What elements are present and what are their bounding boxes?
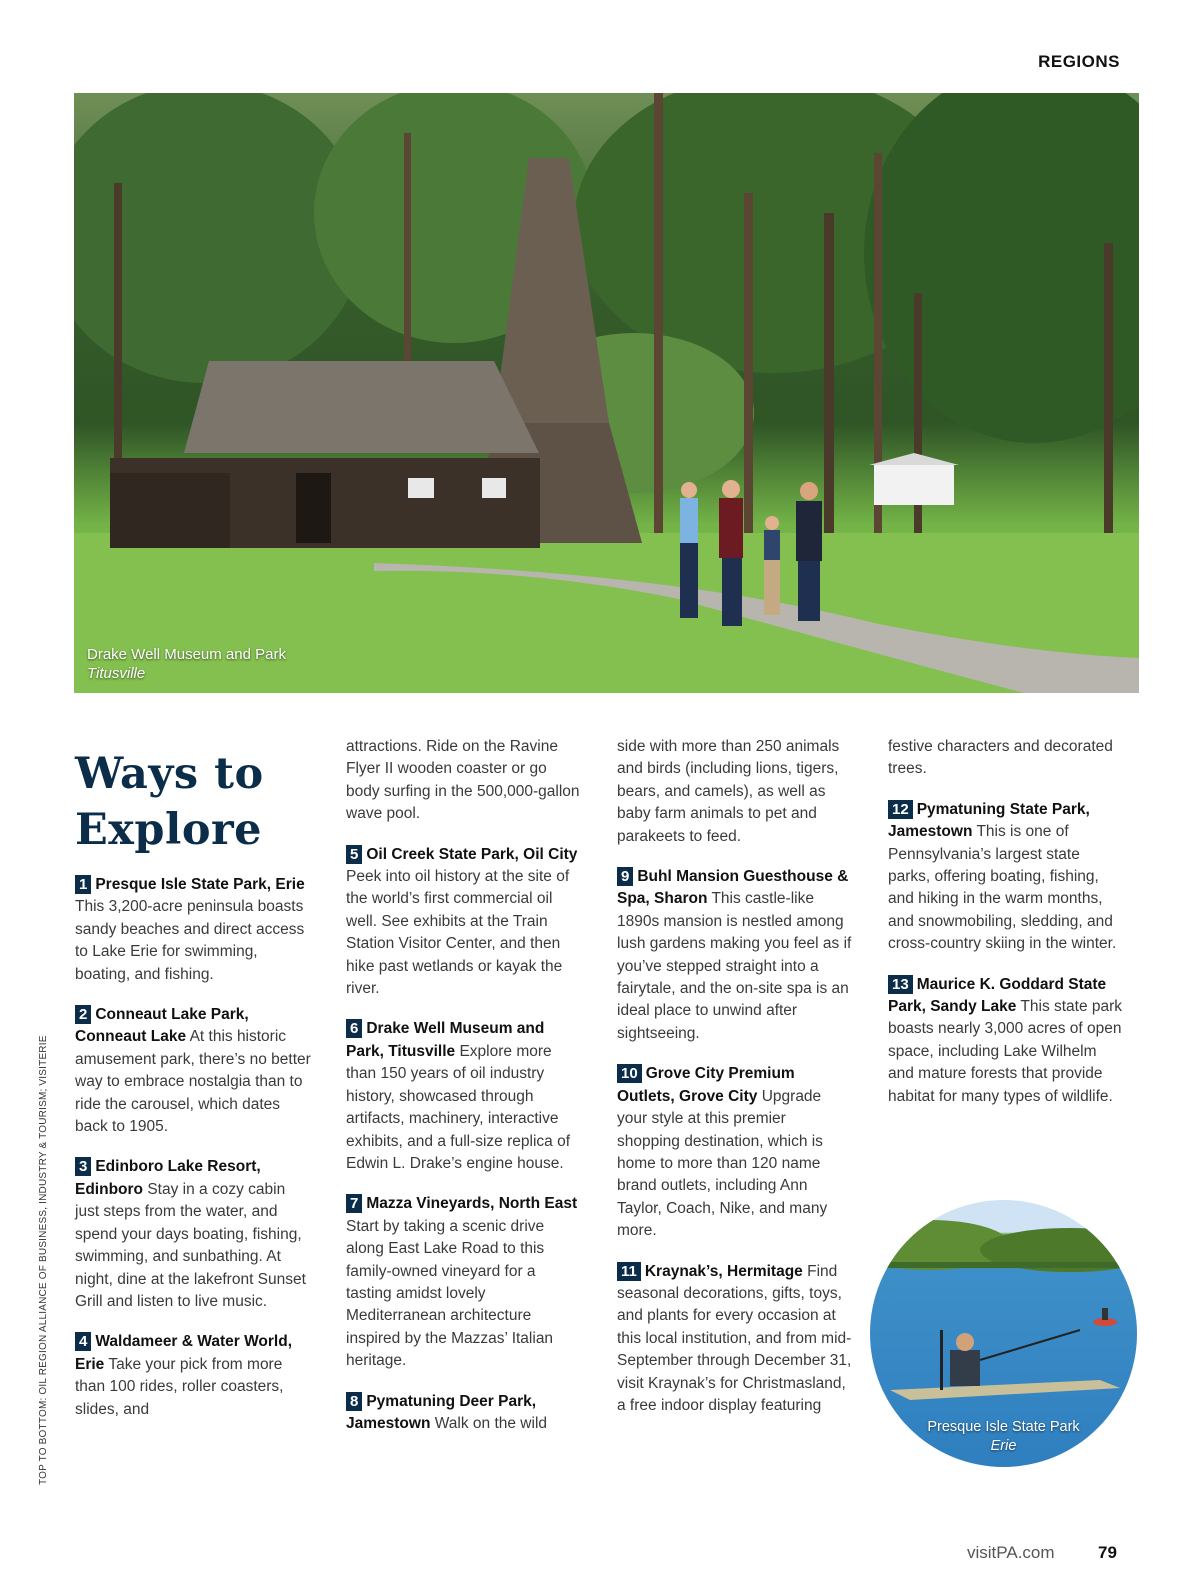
item-desc-part: side with more than 250 animals and birds (including lions, tigers, bears, and camels), as well as baby farm animals to pet and parakeets to feed. — [617, 738, 840, 845]
headline-text: Ways to Explore — [75, 749, 264, 855]
text-column-1 — [75, 736, 311, 1439]
hero-illustration — [74, 93, 1139, 693]
item-name: Oil Creek State Park, Oil City — [366, 845, 578, 863]
item-number: 13 — [888, 975, 913, 994]
item-name: Grove City Premium Outlets, Grove City — [617, 1065, 795, 1105]
item-desc: At this historic amusement park, there’s no better way to embrace nostalgia than to ride the carousel, which dates back to 1905. — [75, 1028, 311, 1136]
item-name: Maurice K. Goddard State Park, Sandy Lake — [888, 975, 1107, 1016]
list-item — [346, 1018, 582, 1175]
hero-photo — [74, 93, 1139, 693]
list-item — [346, 1193, 582, 1372]
item-name: Conneaut Lake Park, Conneaut Lake — [75, 1006, 249, 1046]
text-column-4 — [888, 736, 1124, 1126]
item-desc-part: attractions. Ride on the Ravine Flyer II wooden coaster or go body surfing in the 500,000-gallon wave pool. — [346, 738, 580, 823]
list-item — [75, 874, 311, 986]
list-item-continued — [617, 736, 853, 848]
item-desc: This is one of Pennsylvania’s largest state parks, offering boating, fishing, and hiking in the warm months, and snowmobiling, sledding, and cross-country skiing in the winter. — [888, 823, 1117, 953]
list-item — [888, 974, 1124, 1108]
hero-caption-location: Titusville — [87, 665, 146, 682]
list-item — [346, 1391, 582, 1436]
item-desc: Explore more than 150 years of oil industry history, showcased through artifacts, machinery, interactive exhibits, and a full-size replica of Edwin L. Drake’s engine house. — [346, 1042, 571, 1172]
item-name: Drake Well Museum and Park, Titusville — [346, 1020, 545, 1060]
item-desc-part: Take your pick from more than 100 rides, roller coasters, slides, and — [75, 1355, 284, 1418]
item-number: 2 — [75, 1005, 91, 1024]
item-number: 8 — [346, 1392, 362, 1411]
item-desc: Stay in a cozy cabin just steps from the water, and spend your days boating, fishing, swimming, and sunbathing. At night, dine at the lakefront Sunset Grill and listen to live music. — [75, 1180, 306, 1310]
list-item — [75, 1004, 311, 1138]
list-item — [75, 1331, 311, 1421]
item-desc: This castle-like 1890s mansion is nestled among lush gardens making you feel as if you’ve stepped straight into a fairytale, and the on-site spa is an ideal place to unwind after sightseeing. — [617, 890, 852, 1042]
item-desc: This state park boasts nearly 3,000 acres of open space, including Lake Wilhelm and mature forests that provide habitat for many types of wildlife. — [888, 998, 1123, 1105]
item-number: 3 — [75, 1157, 91, 1176]
hero-caption — [87, 645, 286, 683]
text-column-3 — [617, 736, 853, 1435]
headline — [75, 746, 311, 858]
item-number: 10 — [617, 1064, 642, 1083]
photo-credit: TOP TO BOTTOM: OIL REGION ALLIANCE OF BUSINESS, INDUSTRY & TOURISM; VISITERIE — [38, 1035, 49, 1485]
item-number: 1 — [75, 875, 91, 894]
list-item-continued — [888, 736, 1124, 781]
list-item — [75, 1156, 311, 1313]
list-item — [617, 1261, 853, 1418]
item-name: Pymatuning State Park, Jamestown — [888, 800, 1090, 841]
item-name: Edinboro Lake Resort, Edinboro — [75, 1158, 261, 1198]
item-number: 6 — [346, 1019, 362, 1038]
circle-photo — [870, 1200, 1137, 1467]
item-number: 5 — [346, 845, 362, 864]
item-desc-part: festive characters and decorated trees. — [888, 738, 1113, 778]
list-item-continued — [346, 736, 582, 826]
item-desc: This 3,200-acre peninsula boasts sandy beaches and direct access to Lake Erie for swimming, boating, and fishing. — [75, 898, 305, 983]
item-number: 9 — [617, 867, 633, 886]
list-item — [346, 844, 582, 1001]
item-name: Mazza Vineyards, North East — [366, 1195, 578, 1213]
circle-caption — [870, 1418, 1137, 1456]
item-number: 12 — [888, 800, 913, 819]
list-item — [617, 1063, 853, 1242]
item-name: Kraynak’s, Hermitage — [644, 1262, 803, 1280]
item-desc-part: Find seasonal decorations, gifts, toys, and plants for every occasion at this local institution, and from mid-September through December 31, visit Kraynak’s for Christmasland, a free indoor display featuring — [617, 1262, 852, 1414]
list-item — [617, 866, 853, 1045]
item-desc-part: Walk on the wild — [434, 1414, 548, 1432]
item-name: Waldameer & Water World, Erie — [75, 1333, 292, 1373]
item-name: Presque Isle State Park, Erie — [95, 876, 305, 893]
circle-caption-title: Presque Isle State Park — [927, 1419, 1080, 1435]
item-desc: Peek into oil history at the site of the world’s first commercial oil well. See exhibits at the Train Station Visitor Center, and then hike past wetlands or kayak the river. — [346, 868, 570, 998]
item-desc: Start by taking a scenic drive along East Lake Road to this family-owned vineyard for a tasting amidst lovely Mediterranean architecture inspired by the Mazzas’ Italian heritage. — [346, 1217, 554, 1370]
item-number: 7 — [346, 1194, 362, 1213]
item-name: Buhl Mansion Guesthouse & Spa, Sharon — [617, 868, 849, 908]
item-desc: Upgrade your style at this premier shopping destination, which is home to more than 120 name brand outlets, including Ann Taylor, Coach, Nike, and many more. — [617, 1087, 828, 1240]
footer-website: visitPA.com — [967, 1543, 1055, 1562]
item-name: Pymatuning Deer Park, Jamestown — [346, 1392, 537, 1432]
page-number: 79 — [1098, 1543, 1117, 1562]
list-item — [888, 799, 1124, 956]
item-number: 11 — [617, 1262, 641, 1281]
hero-caption-title: Drake Well Museum and Park — [87, 646, 286, 663]
circle-caption-location: Erie — [990, 1438, 1017, 1454]
text-column-2 — [346, 736, 582, 1453]
section-label: REGIONS — [1038, 52, 1120, 71]
item-number: 4 — [75, 1332, 91, 1351]
